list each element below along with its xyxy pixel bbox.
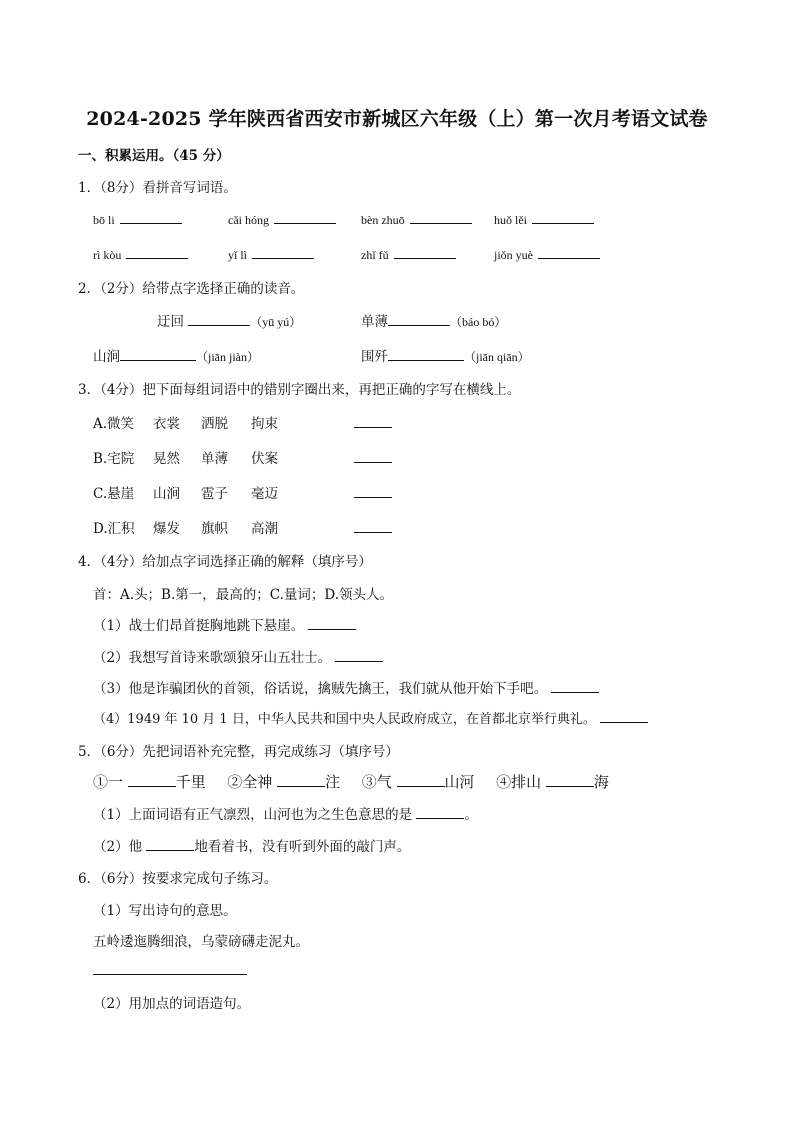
answer-blank[interactable]	[388, 313, 450, 326]
answer-blank[interactable]	[397, 774, 445, 787]
answer-blank[interactable]	[551, 680, 599, 693]
pinyin-item: rì kòu	[93, 244, 188, 263]
sub-question: （3）他是诈骗团伙的首领，俗话说，擒贼先擒王，我们就从他开始下手吧。	[93, 677, 599, 697]
pinyin-item: bèn zhuō	[361, 209, 472, 228]
question-2-stem: 2．（2分）给带点字选择正确的读音。	[78, 281, 305, 297]
sub-question: （2）他 地看着书，没有听到外面的敲门声。	[93, 839, 411, 855]
answer-blank[interactable]	[146, 838, 194, 851]
answer-blank[interactable]	[128, 774, 176, 787]
reading-item: 山涧 （jiān jiàn）	[93, 349, 259, 365]
answer-blank[interactable]	[410, 211, 472, 224]
sub-question: （1）战士们昂首挺胸地跳下悬崖。	[93, 614, 356, 634]
answer-blank[interactable]	[388, 348, 464, 361]
pinyin-item: huǒ lěi	[494, 209, 594, 228]
answer-blank[interactable]	[120, 211, 182, 224]
answer-blank[interactable]	[252, 246, 314, 259]
pinyin-item: yǐ lì	[228, 244, 314, 263]
question-5-stem: 5．（6分）先把词语补充完整，再完成练习（填序号）	[78, 744, 399, 760]
poem-line: 五岭逶迤腾细浪，乌蒙磅礴走泥丸。	[93, 934, 309, 950]
page-title: 2024-2025 学年陕西省西安市新城区六年级（上）第一次月考语文试卷	[86, 108, 708, 130]
answer-blank[interactable]	[188, 313, 250, 326]
idiom-row: ①一 千里 ②全神 注 ③气 山河 ④排山 海	[93, 773, 609, 791]
answer-blank[interactable]	[126, 246, 188, 259]
answer-blank[interactable]	[394, 246, 456, 259]
answer-blank[interactable]	[354, 415, 392, 428]
answer-blank[interactable]	[532, 211, 594, 224]
section-heading: 一、积累运用。（45 分）	[78, 148, 230, 164]
pinyin-item: cǎi hóng	[228, 209, 336, 228]
reading-item: 围歼 （jiān qiān）	[361, 349, 530, 365]
word-group-row: A.微笑 衣裳 洒脱 拘束	[93, 412, 392, 432]
answer-blank[interactable]	[120, 348, 196, 361]
answer-blank[interactable]	[335, 649, 383, 662]
answer-line[interactable]	[93, 962, 247, 975]
answer-blank[interactable]	[274, 211, 336, 224]
sub-question: （4）1949 年 10 月 1 日，中华人民共和国中央人民政府成立，在首都北京举行典礼。	[93, 708, 648, 727]
answer-blank[interactable]	[600, 710, 648, 723]
word-group-row: B.宅院 晃然 单薄 伏案	[93, 447, 392, 467]
answer-blank[interactable]	[416, 806, 464, 819]
sub-question: （2）我想写首诗来歌颂狼牙山五壮士。	[93, 646, 383, 666]
sub-question: （1）上面词语有正气凛烈，山河也为之生色意思的是 。	[93, 807, 478, 823]
answer-blank[interactable]	[354, 450, 392, 463]
reading-item: 迂回 （yū yú）	[157, 314, 302, 330]
answer-blank[interactable]	[308, 617, 356, 630]
answer-blank[interactable]	[354, 520, 392, 533]
sub-question: （2）用加点的词语造句。	[93, 996, 251, 1012]
reading-item: 单薄 （báo bó）	[361, 314, 507, 330]
question-6-stem: 6．（6分）按要求完成句子练习。	[78, 871, 278, 887]
sub-question: （1）写出诗句的意思。	[93, 903, 237, 919]
word-group-row: C.悬崖 山涧 雹子 毫迈	[93, 482, 392, 502]
question-1-stem: 1．（8分）看拼音写词语。	[78, 180, 237, 196]
definition-list: 首：A.头；B.第一，最高的；C.量词；D.领头人。	[93, 587, 394, 603]
answer-blank[interactable]	[546, 774, 594, 787]
answer-blank[interactable]	[354, 485, 392, 498]
pinyin-item: bō li	[93, 209, 182, 228]
question-4-stem: 4．（4分）给加点字词选择正确的解释（填序号）	[78, 554, 372, 570]
answer-blank[interactable]	[538, 246, 600, 259]
answer-blank[interactable]	[277, 774, 325, 787]
word-group-row: D.汇积 爆发 旗帜 高潮	[93, 517, 392, 537]
question-3-stem: 3．（4分）把下面每组词语中的错别字圈出来，再把正确的字写在横线上。	[78, 382, 521, 398]
pinyin-item: jiǒn yuè	[494, 244, 600, 263]
pinyin-item: zhǐ fǔ	[361, 244, 456, 263]
